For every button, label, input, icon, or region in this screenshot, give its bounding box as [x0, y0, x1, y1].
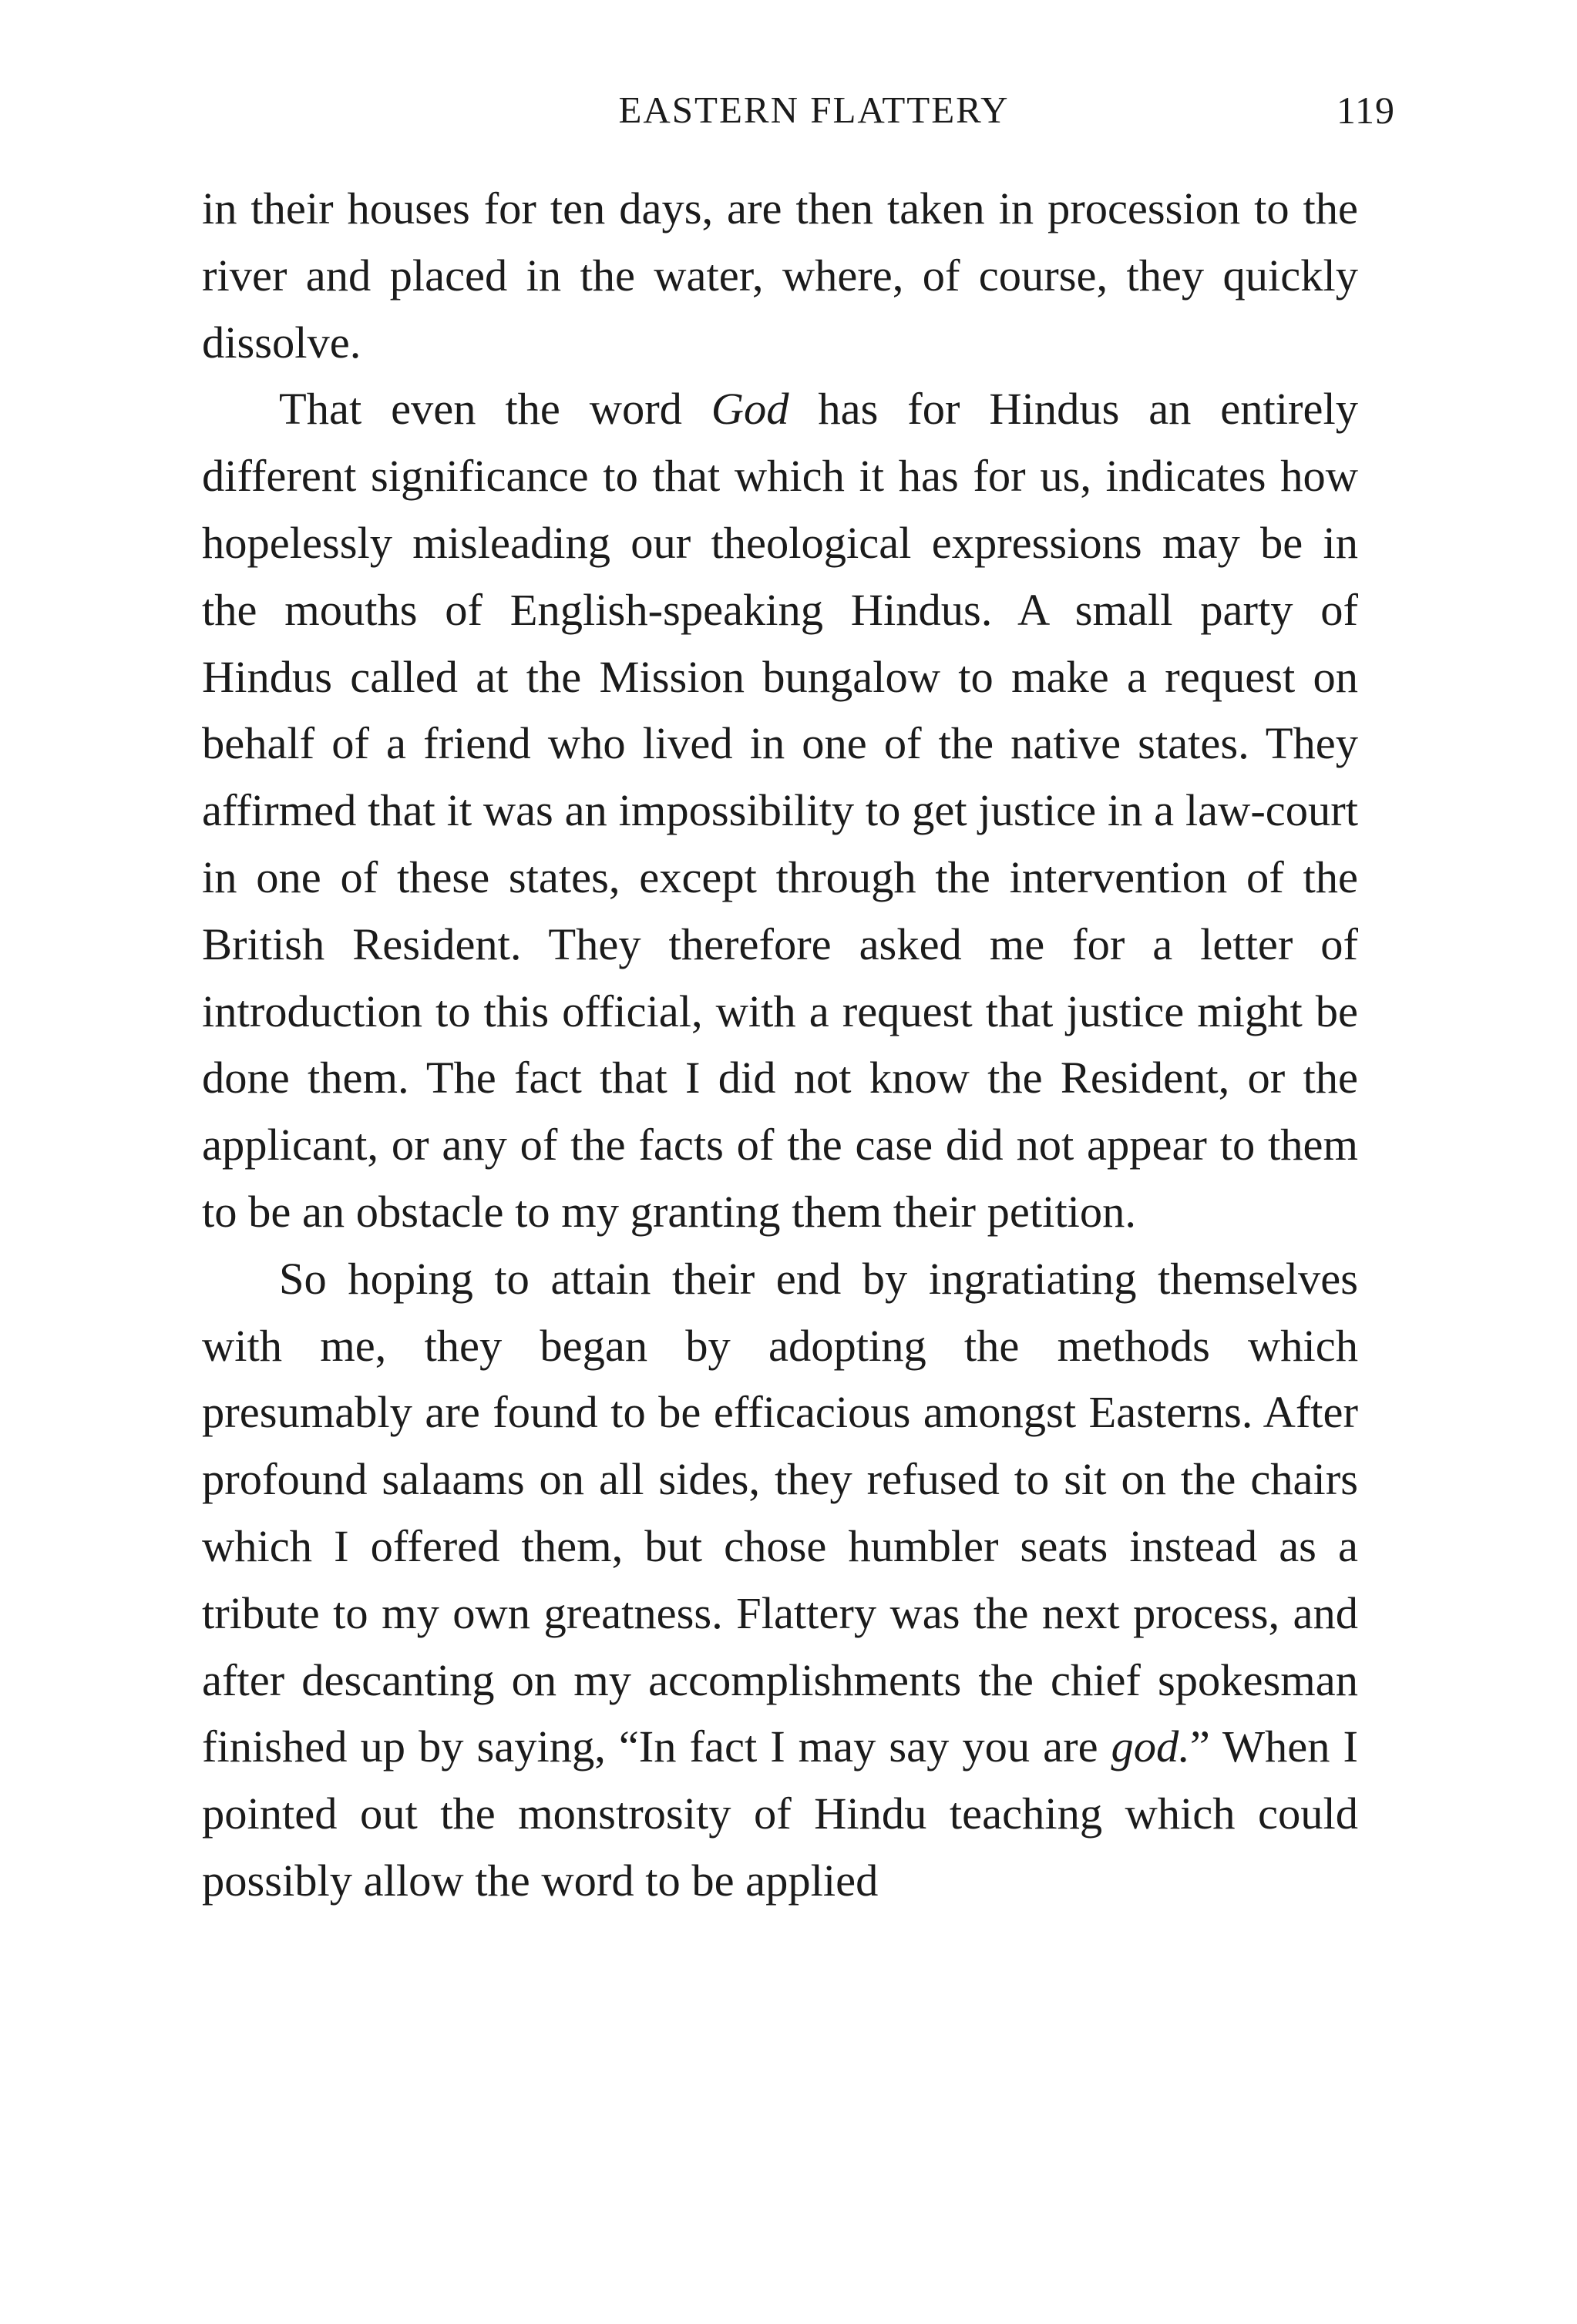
paragraph-3: [202, 1246, 1358, 1915]
paragraph-3-text-rest: ” When I pointed out the monstrosity of Hindu teaching which could possibly allow the word to be applied: [202, 1721, 1358, 1906]
italic-word-god: God: [711, 384, 789, 435]
italic-word-god-lowercase: god.: [1111, 1721, 1190, 1772]
paragraph-2: [202, 376, 1358, 1245]
body-text: [202, 176, 1358, 1915]
paragraph-2-text-rest: has for Hindus an entirely different significance to that which it has for us, indicates how hopelessly misleading our theological expressions may be in the mouths of English-speaking Hindus. A small party of Hindus called at the Mission bungalow to make a request on behalf of a friend who lived in one of the native states. They affirmed that it was an impossibility to get justice in a law-court in one of these states, except through the intervention of the British Resident. They therefore asked me for a letter of introduction to this official, with a request that justice might be done them. The fact that I did not know the Resident, or the applicant, or any of the facts of the case did not appear to them to be an obstacle to my granting them their petition.: [202, 384, 1358, 1237]
running-head: [202, 83, 1395, 137]
paragraph-3-text-start: So hoping to attain their end by ingratiating themselves with me, they began by adopting the methods which presumably are found to be efficacious amongst Easterns. After profound salaams on all sides, they refused to sit on the chairs which I offered them, but chose humbler seats instead as a tribute to my own greatness. Flattery was the next process, and after descanting on my accomplishments the chief spokesman finished up by saying, “In fact I may say you are: [202, 1253, 1358, 1772]
paragraph-2-text-start: That even the word: [279, 384, 711, 435]
running-title: EASTERN FLATTERY: [618, 89, 1010, 131]
paragraph-1: [202, 176, 1358, 376]
paragraph-1-text: in their houses for ten days, are then taken in procession to the river and placed in the water, where, of course, they quickly dissolve.: [202, 183, 1358, 368]
page-number: 119: [1336, 89, 1395, 132]
